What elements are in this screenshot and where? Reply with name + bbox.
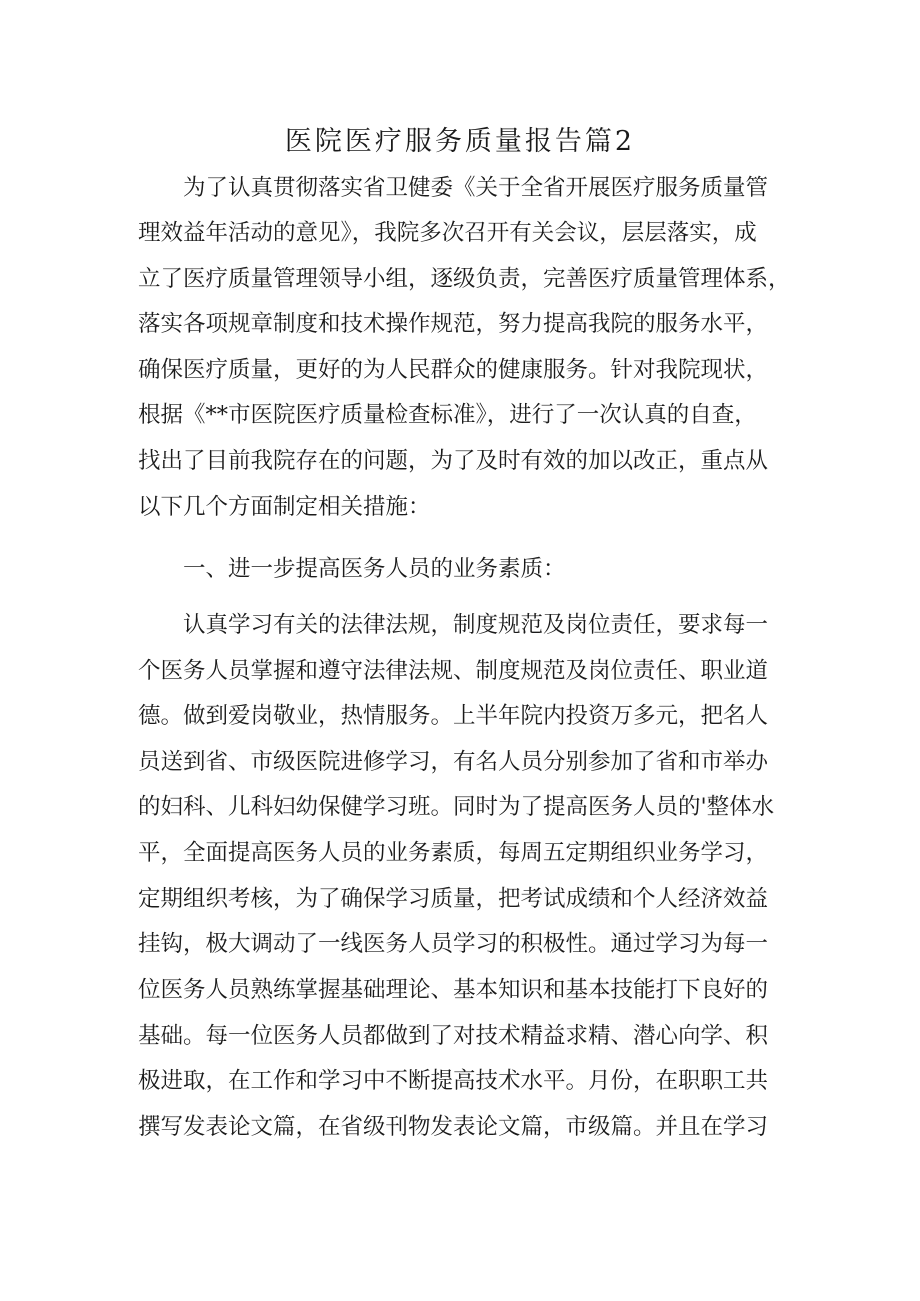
paragraph-line: 位医务人员熟练掌握基础理论、基本知识和基本技能打下良好的 [138,977,769,1003]
paragraph-line: 为了认真贯彻落实省卫健委《关于全省开展医疗服务质量管 [183,175,769,201]
paragraph-line: 极进取，在工作和学习中不断提高技术水平。月份，在职职工共 [138,1068,769,1094]
paragraph-line: 平，全面提高医务人员的业务素质，每周五定期组织业务学习， [138,840,769,866]
document-title: 医院医疗服务质量报告篇2 [284,126,636,157]
paragraph-line: 落实各项规章制度和技术操作规范，努力提高我院的服务水平， [138,311,769,337]
paragraph-line: 立了医疗质量管理领导小组，逐级负责，完善医疗质量管理体系， [138,266,791,292]
paragraph-line: 撰写发表论文篇，在省级刊物发表论文篇，市级篇。并且在学习 [138,1114,769,1140]
paragraph-line: 德。做到爱岗敬业，热情服务。上半年院内投资万多元，把名人 [138,703,769,729]
paragraph-line: 员送到省、市级医院进修学习，有名人员分别参加了省和市举办 [138,749,769,775]
paragraph-line: 找出了目前我院存在的问题，为了及时有效的加以改正，重点从 [138,448,769,474]
paragraph-line: 确保医疗质量，更好的为人民群众的健康服务。针对我院现状， [138,357,769,383]
paragraph-line: 挂钩，极大调动了一线医务人员学习的积极性。通过学习为每一 [138,931,769,957]
paragraph-line: 定期组织考核，为了确保学习质量，把考试成绩和个人经济效益 [138,886,769,912]
paragraph-line: 个医务人员掌握和遵守法律法规、制度规范及岗位责任、职业道 [138,658,769,684]
paragraph-line: 基础。每一位医务人员都做到了对技术精益求精、潜心向学、积 [138,1023,769,1049]
section-heading: 一、进一步提高医务人员的业务素质： [183,556,566,582]
paragraph-line: 的妇科、儿科妇幼保健学习班。同时为了提高医务人员的'整体水 [138,794,775,820]
paragraph-line: 以下几个方面制定相关措施： [138,494,431,520]
paragraph-line: 认真学习有关的法律法规，制度规范及岗位责任，要求每一 [183,612,769,638]
paragraph-line: 根据《**市医院医疗质量检查标准》，进行了一次认真的自查， [138,402,757,428]
paragraph-line: 理效益年活动的意见》，我院多次召开有关会议，层层落实，成 [138,220,757,246]
